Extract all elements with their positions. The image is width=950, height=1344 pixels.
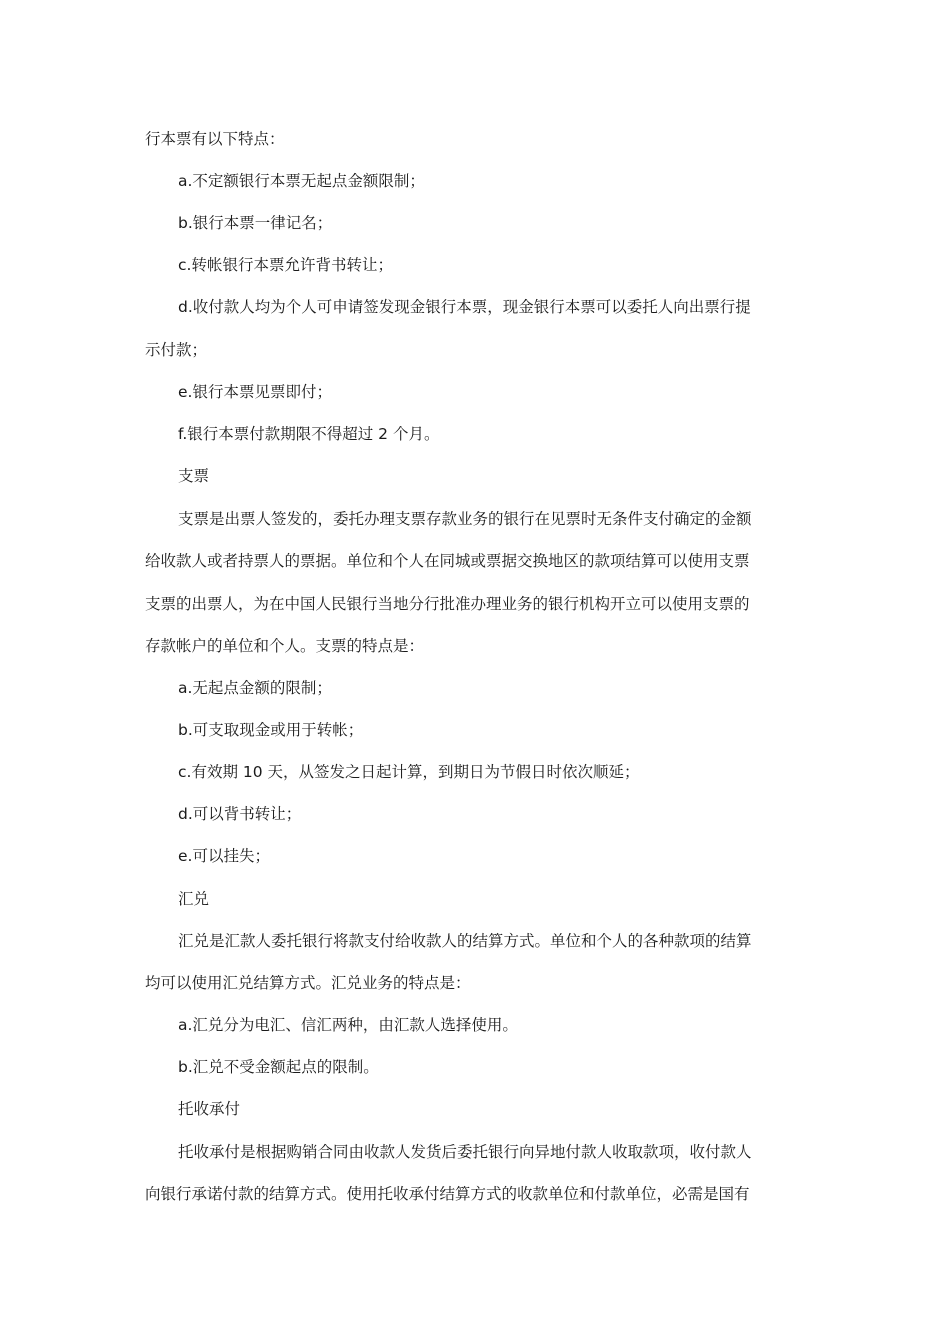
list-item: d.可以背书转让；: [178, 805, 302, 823]
list-item: c.转帐银行本票允许背书转让；: [178, 256, 393, 274]
list-item: c.有效期 10 天，从签发之日起计算，到期日为节假日时依次顺延；: [178, 763, 640, 781]
text-line: 示付款；: [145, 341, 208, 359]
section-heading: 支票: [178, 467, 210, 485]
paragraph-line: 支票是出票人签发的，委托办理支票存款业务的银行在见票时无条件支付确定的金额: [178, 510, 752, 528]
paragraph-line: 支票的出票人，为在中国人民银行当地分行批准办理业务的银行机构开立可以使用支票的: [145, 595, 750, 613]
section-heading: 托收承付: [178, 1100, 241, 1118]
list-item: b.汇兑不受金额起点的限制。: [178, 1058, 379, 1076]
list-item: a.无起点金额的限制；: [178, 679, 332, 697]
list-item: f.银行本票付款期限不得超过 2 个月。: [178, 425, 440, 443]
section-heading: 汇兑: [178, 890, 210, 908]
paragraph-line: 均可以使用汇兑结算方式。汇兑业务的特点是：: [145, 974, 471, 992]
list-item: e.可以挂失；: [178, 847, 270, 865]
paragraph-line: 存款帐户的单位和个人。支票的特点是：: [145, 637, 425, 655]
list-item: a.汇兑分为电汇、信汇两种，由汇款人选择使用。: [178, 1016, 518, 1034]
list-item: d.收付款人均为个人可申请签发现金银行本票，现金银行本票可以委托人向出票行提: [178, 298, 751, 316]
list-item: e.银行本票见票即付；: [178, 383, 332, 401]
list-item: b.银行本票一律记名；: [178, 214, 333, 232]
list-item: a.不定额银行本票无起点金额限制；: [178, 172, 425, 190]
paragraph-line: 汇兑是汇款人委托银行将款支付给收款人的结算方式。单位和个人的各种款项的结算: [178, 932, 752, 950]
paragraph-line: 给收款人或者持票人的票据。单位和个人在同城或票据交换地区的款项结算可以使用支票: [145, 552, 750, 570]
paragraph-line: 向银行承诺付款的结算方式。使用托收承付结算方式的收款单位和付款单位，必需是国有: [145, 1185, 750, 1203]
list-item: b.可支取现金或用于转帐；: [178, 721, 364, 739]
paragraph-line: 托收承付是根据购销合同由收款人发货后委托银行向异地付款人收取款项，收付款人: [178, 1143, 752, 1161]
text-line: 行本票有以下特点：: [145, 130, 285, 148]
